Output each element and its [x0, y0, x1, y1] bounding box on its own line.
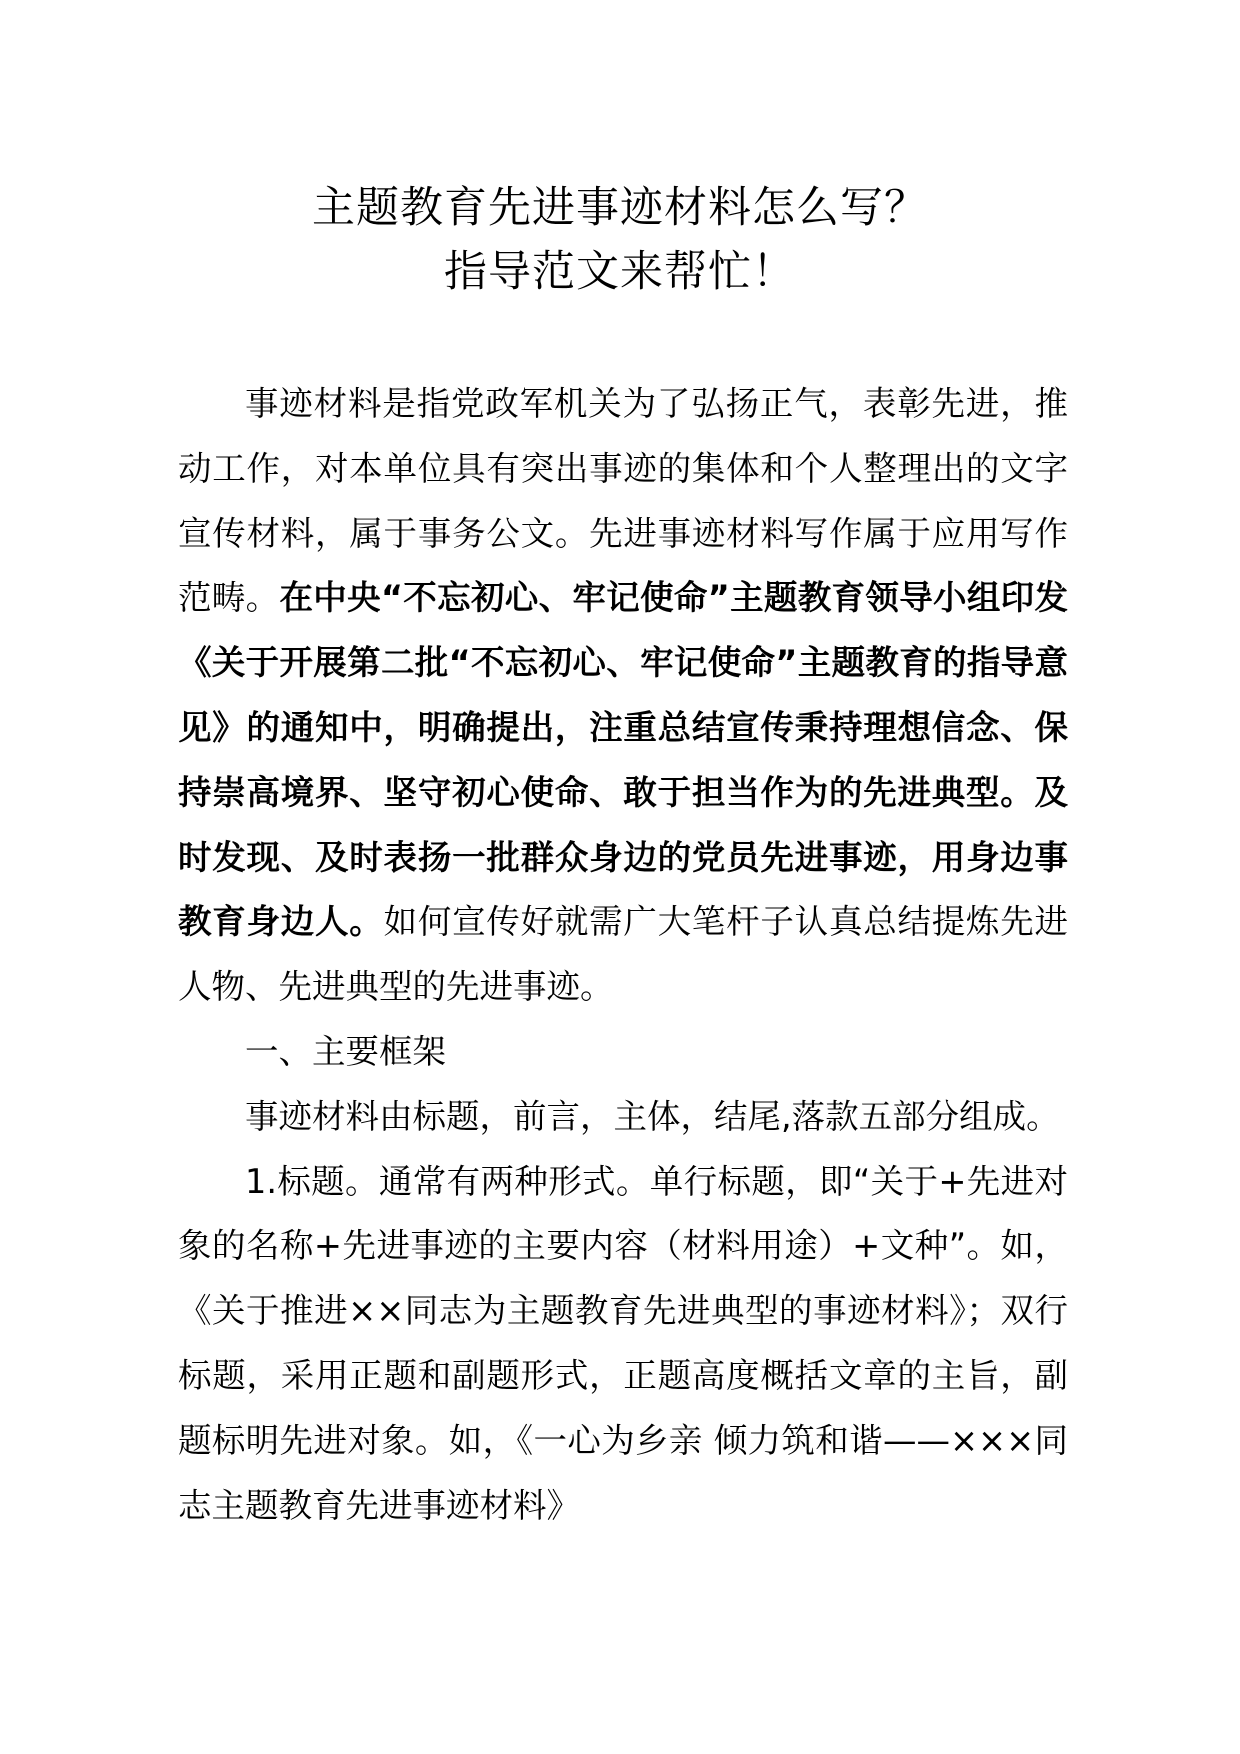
- intro-paragraph: [178, 372, 1068, 1020]
- section-paragraph-composition: 事迹材料由标题，前言，主体，结尾,落款五部分组成。: [245, 1096, 1060, 1136]
- intro-text-bold: 在中央“不忘初心、牢记使命”主题教育领导小组印发《关于开展第二批“不忘初心、牢记使命”主题教育的指导意见》的通知中，明确提出，注重总结宣传秉持理想信念、保持崇高境界、坚守初心使命、敢于担当作为的先进典型。及时发现、及时表扬一批群众身边的党员先进事迹，用身边事教育身边人。: [178, 578, 1068, 942]
- document-title-line-2: 指导范文来帮忙！: [444, 247, 796, 297]
- document-title-line-1: 主题教育先进事迹材料怎么写？: [312, 183, 928, 233]
- document-body: [178, 372, 1068, 1538]
- section-heading: 一、主要框架: [245, 1031, 446, 1071]
- section-paragraph-title-forms: 1.标题。通常有两种形式。单行标题，即“关于+先进对象的名称+先进事迹的主要内容（材料用途）+文种”。如，《关于推进××同志为主题教育先进典型的事迹材料》；双行标题，采用正题和副题形式，正题高度概括文章的主旨，副题标明先进对象。如，《一心为乡亲 倾力筑和谐——×××同志主题教育先进事迹材料》: [178, 1161, 1068, 1525]
- intro-text-closing: 如何宣传好就需广大笔杆子认真总结提炼先进人物、先进典型的先进事迹。: [178, 902, 1069, 1007]
- intro-text-regular: 事迹材料是指党政军机关为了弘扬正气，表彰先进，推动工作，对本单位具有突出事迹的集体和个人整理出的文字宣传材料，属于事务公文。先进事迹材料写作属于应用写作范畴。: [178, 384, 1068, 618]
